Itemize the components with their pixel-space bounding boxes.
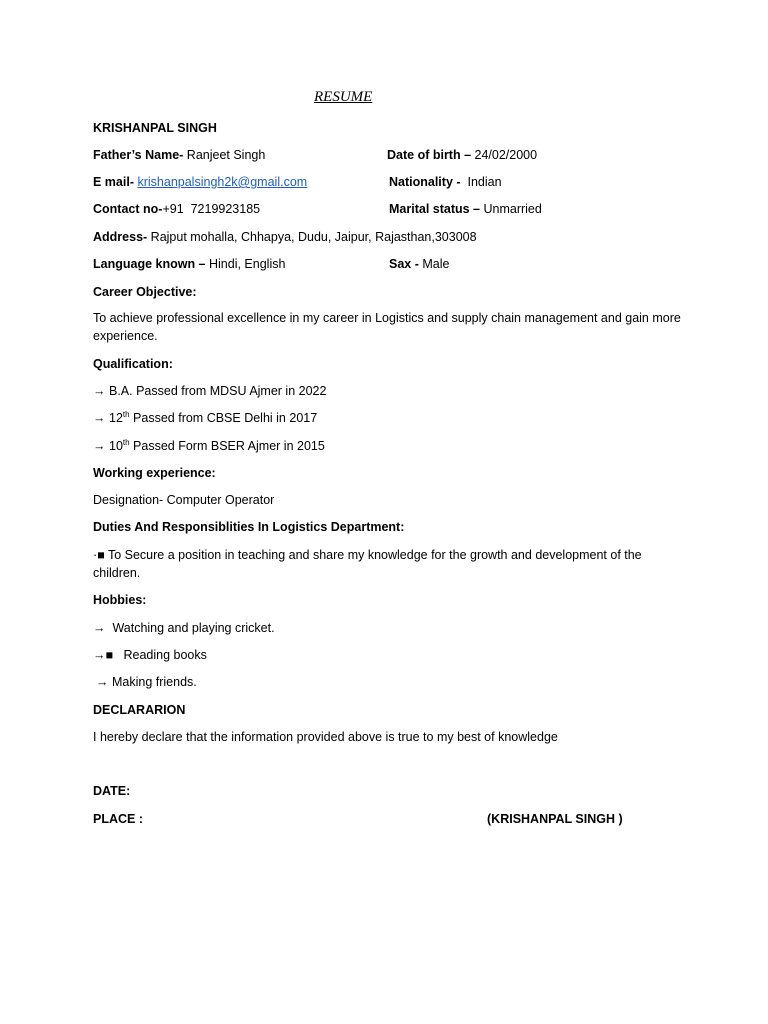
email-row	[93, 174, 307, 191]
bullet-icon: ·■	[93, 548, 105, 562]
experience-heading: Working experience:	[93, 466, 216, 480]
marital-label: Marital status –	[389, 202, 481, 216]
email-label: E mail-	[93, 175, 134, 189]
nationality-value: Indian	[460, 175, 502, 189]
qualification-text: 12	[109, 411, 123, 425]
contact-label: Contact no-	[93, 202, 163, 216]
ordinal-suffix: th	[122, 409, 130, 419]
duties-heading: Duties And Responsiblities In Logistics Department:	[93, 520, 405, 534]
hobbies-heading: Hobbies:	[93, 593, 147, 607]
page-title: RESUME	[314, 89, 373, 105]
address-label: Address-	[93, 230, 148, 244]
father-name-label: Father’s Name-	[93, 148, 184, 162]
arrow-right-icon: →	[93, 621, 106, 635]
hobby-item	[96, 674, 197, 691]
dob-value: 24/02/2000	[471, 148, 538, 162]
qualification-heading: Qualification:	[93, 357, 173, 371]
arrow-right-icon: →■	[93, 648, 114, 662]
qualification-text: Passed Form BSER Ajmer in 2015	[129, 439, 325, 453]
marital-value: Unmarried	[480, 202, 542, 216]
hobby-text: Reading books	[113, 648, 207, 662]
qualification-text: Passed from CBSE Delhi in 2017	[129, 411, 318, 425]
hobby-item	[93, 620, 275, 637]
email-link[interactable]: krishanpalsingh2k@gmail.com	[137, 175, 308, 189]
contact-row	[93, 201, 260, 218]
sex-value: Male	[418, 257, 450, 271]
signature-name: (KRISHANPAL SINGH )	[487, 812, 623, 826]
duties-item	[93, 547, 683, 582]
dob-row	[387, 147, 537, 164]
arrow-right-icon: →	[93, 384, 106, 398]
arrow-right-icon: →	[93, 411, 106, 425]
father-name-row	[93, 147, 265, 164]
ordinal-suffix: th	[122, 437, 130, 447]
language-value: Hindi, English	[205, 257, 286, 271]
nationality-label: Nationality -	[389, 175, 461, 189]
hobby-text: Watching and playing cricket.	[105, 621, 275, 635]
career-text: To achieve professional excellence in my career in Logistics and supply chain management and gain more experience.	[93, 311, 681, 343]
sex-row	[389, 256, 449, 273]
declaration-heading: DECLARARION	[93, 703, 186, 717]
dob-label: Date of birth –	[387, 148, 472, 162]
hobby-item	[93, 647, 207, 664]
qualification-item	[93, 383, 326, 400]
language-row	[93, 256, 285, 273]
marital-row	[389, 201, 542, 218]
career-heading: Career Objective:	[93, 285, 197, 299]
place-label: PLACE :	[93, 812, 143, 826]
qualification-item	[93, 410, 317, 427]
duties-text: To Secure a position in teaching and share my knowledge for the growth and development of the children.	[93, 548, 642, 580]
contact-value: +91 7219923185	[162, 202, 261, 216]
address-row	[93, 229, 477, 246]
arrow-right-icon: →	[93, 439, 106, 453]
sex-label: Sax -	[389, 257, 419, 271]
address-value: Rajput mohalla, Chhapya, Dudu, Jaipur, Rajasthan,303008	[147, 230, 477, 244]
hobby-text: Making friends.	[112, 675, 197, 689]
language-label: Language known –	[93, 257, 206, 271]
candidate-name: KRISHANPAL SINGH	[93, 121, 217, 135]
qualification-text: B.A. Passed from MDSU Ajmer in 2022	[109, 384, 327, 398]
arrow-right-icon: →	[96, 675, 109, 689]
father-name-value: Ranjeet Singh	[183, 148, 266, 162]
qualification-text: 10	[109, 439, 123, 453]
date-label: DATE:	[93, 784, 131, 798]
declaration-text: I hereby declare that the information provided above is true to my best of knowledge	[93, 730, 558, 744]
qualification-item	[93, 438, 325, 455]
nationality-row	[389, 174, 502, 191]
designation-text: Designation- Computer Operator	[93, 493, 275, 507]
